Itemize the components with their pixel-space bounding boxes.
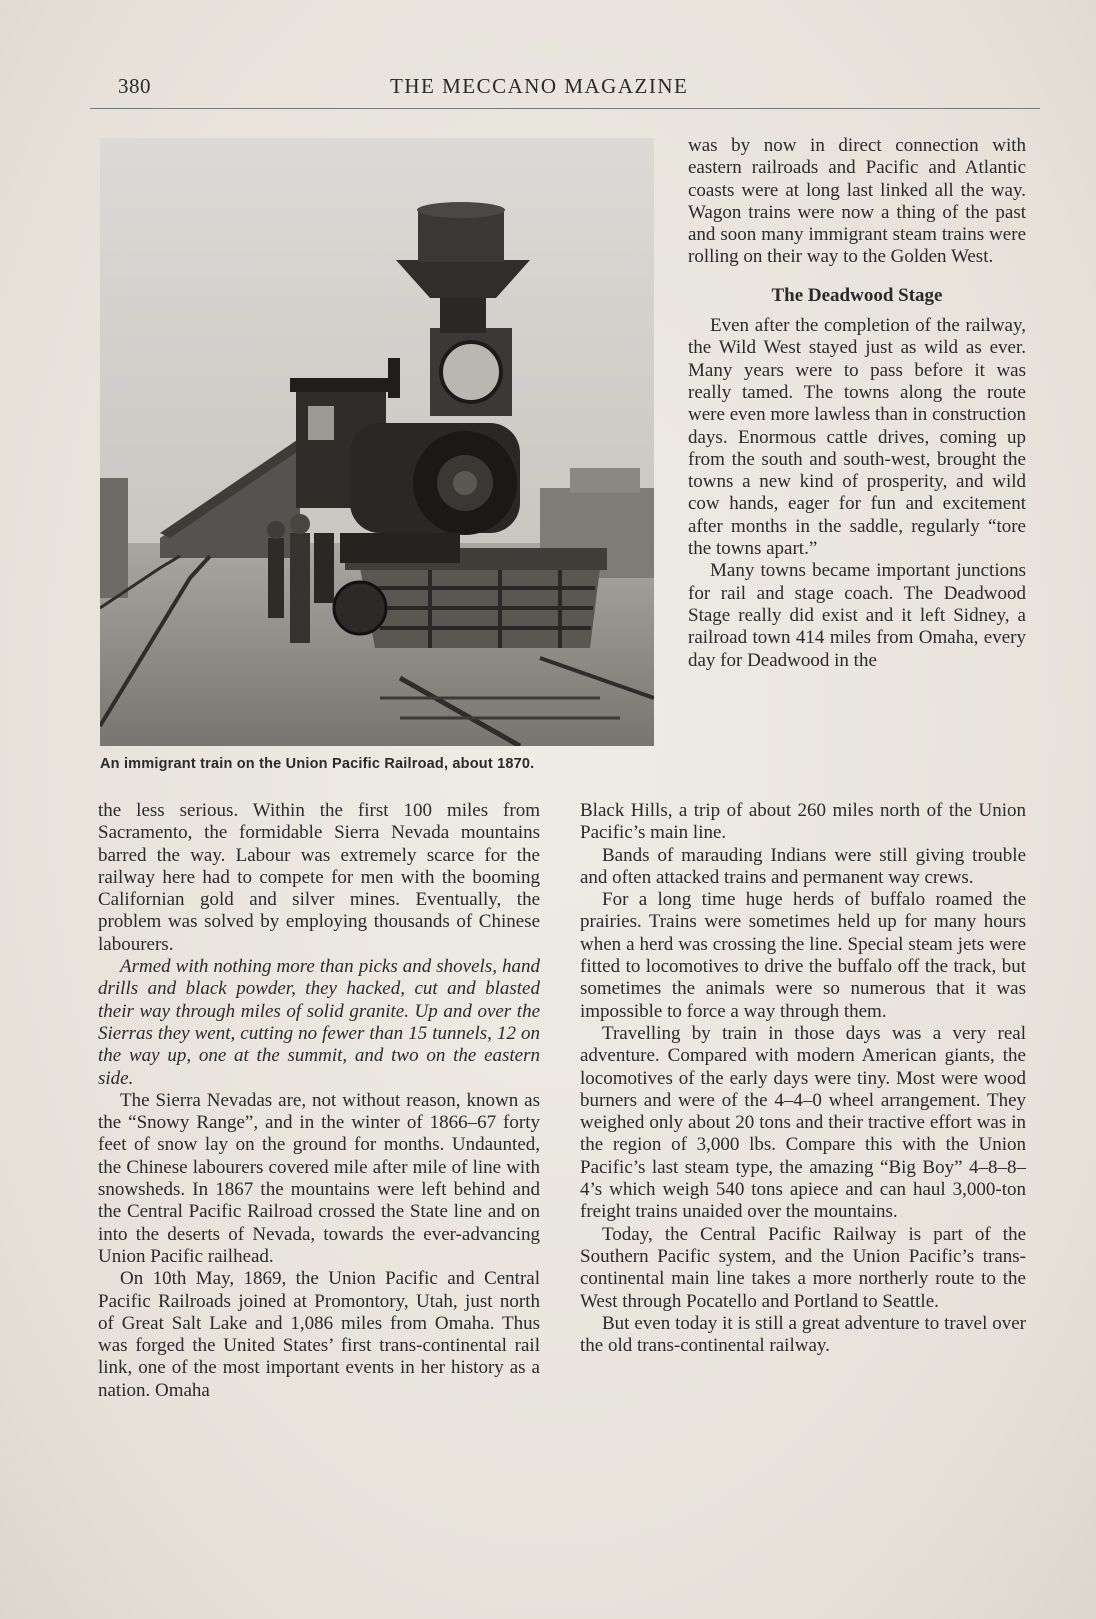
paragraph: Even after the completion of the railway, the Wild West stayed just as wild as ever. Many years were to pass before it was really tamed. The towns along the route were even more lawless than in construction days. Enormous cattle drives, coming up from the south and south-west, brought the towns a new kind of prosperity, and wild cow hands, eager for fun and excitement after months in the saddle, regularly “tore the towns apart.”	[688, 315, 1026, 560]
paragraph: Black Hills, a trip of about 260 miles north of the Union Pacific’s main line.	[580, 800, 1026, 844]
paragraph: On 10th May, 1869, the Union Pacific and Central Pacific Railroads joined at Promontory, Utah, just north of Great Salt Lake and 1,086 miles from Omaha. Thus was forged the United States’ first trans-continental rail link, one of the most important events in her history as a nation. Omaha	[98, 1268, 540, 1401]
continued-paragraph: was by now in direct connection with eastern railroads and Pacific and Atlantic coasts were at long last linked all the way. Wagon trains were now a thing of the past and soon many immigrant steam trains were rolling on their way to the Golden West.	[688, 135, 1026, 268]
paragraph: Travelling by train in those days was a very real adventure. Compared with modern American giants, the locomotives of the early days were tiny. Most were wood burners and were of the 4–4–0 wheel arrangement. They weighed only about 20 tons and their tractive effort was in the region of 3,000 lbs. Compare this with the Union Pacific’s last steam type, the amazing “Big Boy” 4–8–8–4’s which weigh 540 tons apiece and can haul 3,000-ton freight trains unaided over the mountains.	[580, 1022, 1026, 1223]
left-column	[98, 800, 540, 1402]
right-column-top	[688, 135, 1026, 672]
paragraph: the less serious. Within the first 100 miles from Sacramento, the formidable Sierra Nevada mountains barred the way. Labour was extremely scarce for the railway here had to compete for men with the booming Californian gold and silver mines. Eventually, the problem was solved by employing thousands of Chinese labourers.	[98, 800, 540, 955]
paragraph: Today, the Central Pacific Railway is part of the Southern Pacific system, and the Union Pacific’s trans-continental main line takes a more northerly route to the West through Pocatello and Portland to Seattle.	[580, 1223, 1026, 1312]
paragraph: The Sierra Nevadas are, not without reason, known as the “Snowy Range”, and in the winter of 1866–67 forty feet of snow lay on the ground for months. Undaunted, the Chinese labourers covered mile after mile of line with snowsheds. In 1867 the mountains were left behind and the Central Pacific Railroad crossed the State line and on into the deserts of Nevada, towards the ever-advancing Union Pacific railhead.	[98, 1089, 540, 1267]
right-column-bottom	[580, 800, 1026, 1357]
magazine-title: THE MECCANO MAGAZINE	[390, 74, 689, 98]
paragraph: For a long time huge herds of buffalo roamed the prairies. Trains were sometimes held up for many hours when a herd was crossing the line. Special steam jets were fitted to locomotives to drive the buffalo off the track, but sometimes the animals were so numerous that it was impossible to force a way through them.	[580, 889, 1026, 1022]
train-photo	[100, 138, 654, 746]
closing-paragraph: But even today it is still a great adventure to travel over the old trans-continental railway.	[580, 1312, 1026, 1357]
paragraph: Bands of marauding Indians were still giving trouble and often attacked trains and permanent way crews.	[580, 844, 1026, 888]
section-heading-deadwood-stage: The Deadwood Stage	[771, 284, 943, 306]
steam-locomotive-illustration	[100, 138, 654, 746]
header-rule	[90, 108, 1040, 109]
italic-paragraph: Armed with nothing more than picks and shovels, hand drills and black powder, they hacked, cut and blasted their way through miles of solid granite. Up and over the Sierras they went, cutting no fewer than 15 tunnels, 12 on the way up, one at the summit, and two on the eastern side.	[98, 956, 540, 1089]
paragraph: Many towns became important junctions for rail and stage coach. The Deadwood Stage really did exist and it left Sidney, a railroad town 414 miles from Omaha, every day for Deadwood in the	[688, 560, 1026, 671]
page-header	[118, 74, 1050, 102]
page-number: 380	[118, 74, 151, 98]
figure-caption: An immigrant train on the Union Pacific Railroad, about 1870.	[100, 756, 535, 772]
